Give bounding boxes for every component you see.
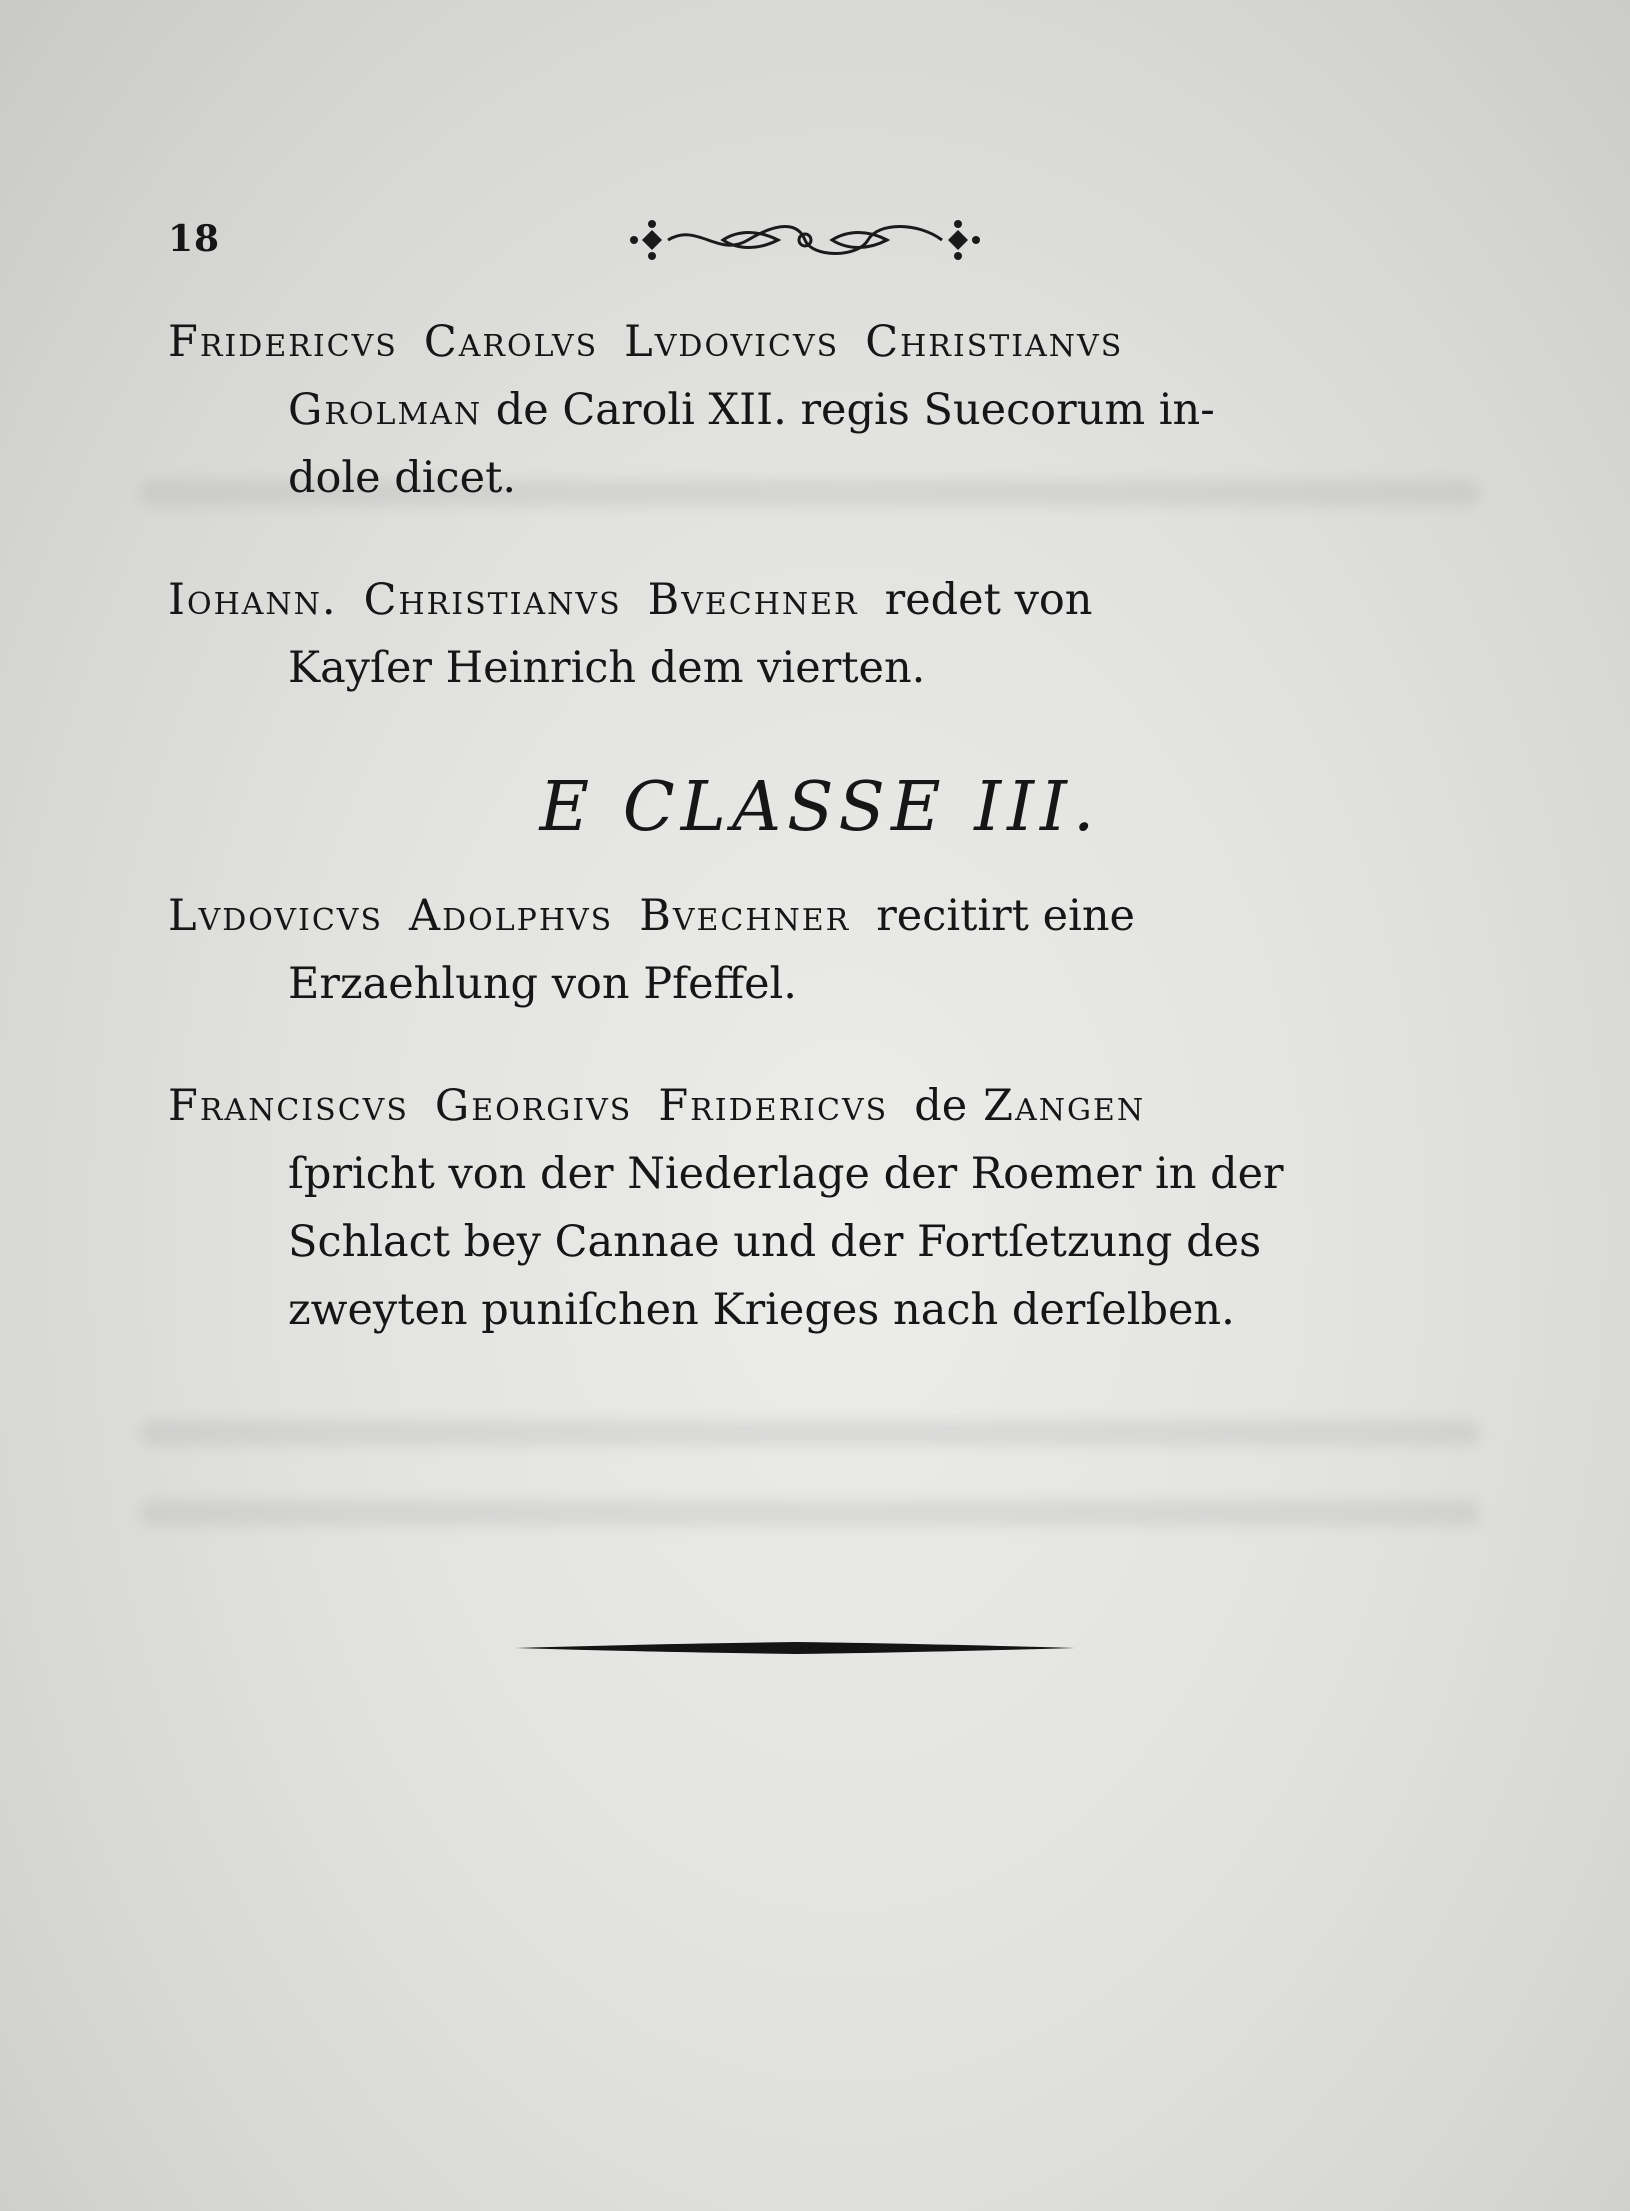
entry-text: recitirt eine: [876, 891, 1135, 941]
entry-text: Kayſer Heinrich dem vierten.: [288, 643, 926, 693]
entry-line: [168, 308, 1448, 376]
speaker-name: Lvdovicvs: [624, 317, 840, 367]
speaker-name: Lvdovicvs: [168, 891, 384, 941]
speaker-name: Bvechner: [647, 575, 859, 625]
speaker-name: Fridericvs: [168, 317, 398, 367]
closing-rule: [515, 1640, 1075, 1656]
page-number: 18: [168, 218, 221, 260]
speaker-name: Franciscvs: [168, 1081, 409, 1131]
speaker-name: Carolvs: [423, 317, 599, 367]
bleed-through-shadow: [140, 1420, 1480, 1446]
entry-line: [168, 882, 1448, 950]
speaker-entry-buechner-johann: [168, 566, 1448, 702]
speaker-name: Iohann.: [168, 575, 338, 625]
entry-text: zweyten puniſchen Krieges nach derſelben.: [288, 1285, 1235, 1335]
speaker-name: Bvechner: [639, 891, 851, 941]
speaker-entry-zangen: [168, 1072, 1448, 1344]
speaker-name: Christianvs: [865, 317, 1124, 367]
section-heading: E CLASSE III.: [539, 768, 1101, 847]
entry-text: dole dicet.: [288, 453, 517, 503]
speaker-name: Fridericvs: [658, 1081, 889, 1131]
entry-text: redet von: [884, 575, 1093, 625]
entry-text: de Caroli XII. regis Suecorum in-: [495, 385, 1215, 435]
speaker-entry-grolman: [168, 308, 1448, 512]
speaker-entry-buechner-ludwig: [168, 882, 1448, 1018]
entry-text: Erzaehlung von Pfeffel.: [288, 959, 797, 1009]
bleed-through-shadow: [140, 1500, 1480, 1526]
entry-text: Schlact bey Cannae und der Fortſetzung des: [288, 1217, 1262, 1267]
entry-line: [168, 1072, 1448, 1140]
entry-text: ſpricht von der Niederlage der Roemer in der: [288, 1149, 1284, 1199]
entry-text: de: [914, 1081, 968, 1131]
speaker-name: Georgivs: [434, 1081, 633, 1131]
speaker-surname: Zangen: [983, 1081, 1146, 1131]
speaker-name: Christianvs: [363, 575, 622, 625]
entry-line: [168, 566, 1448, 634]
entry-line: [168, 376, 1448, 444]
speaker-surname: Grolman: [288, 385, 483, 435]
speaker-name: Adolphvs: [409, 891, 614, 941]
header-ornament: [628, 212, 982, 268]
